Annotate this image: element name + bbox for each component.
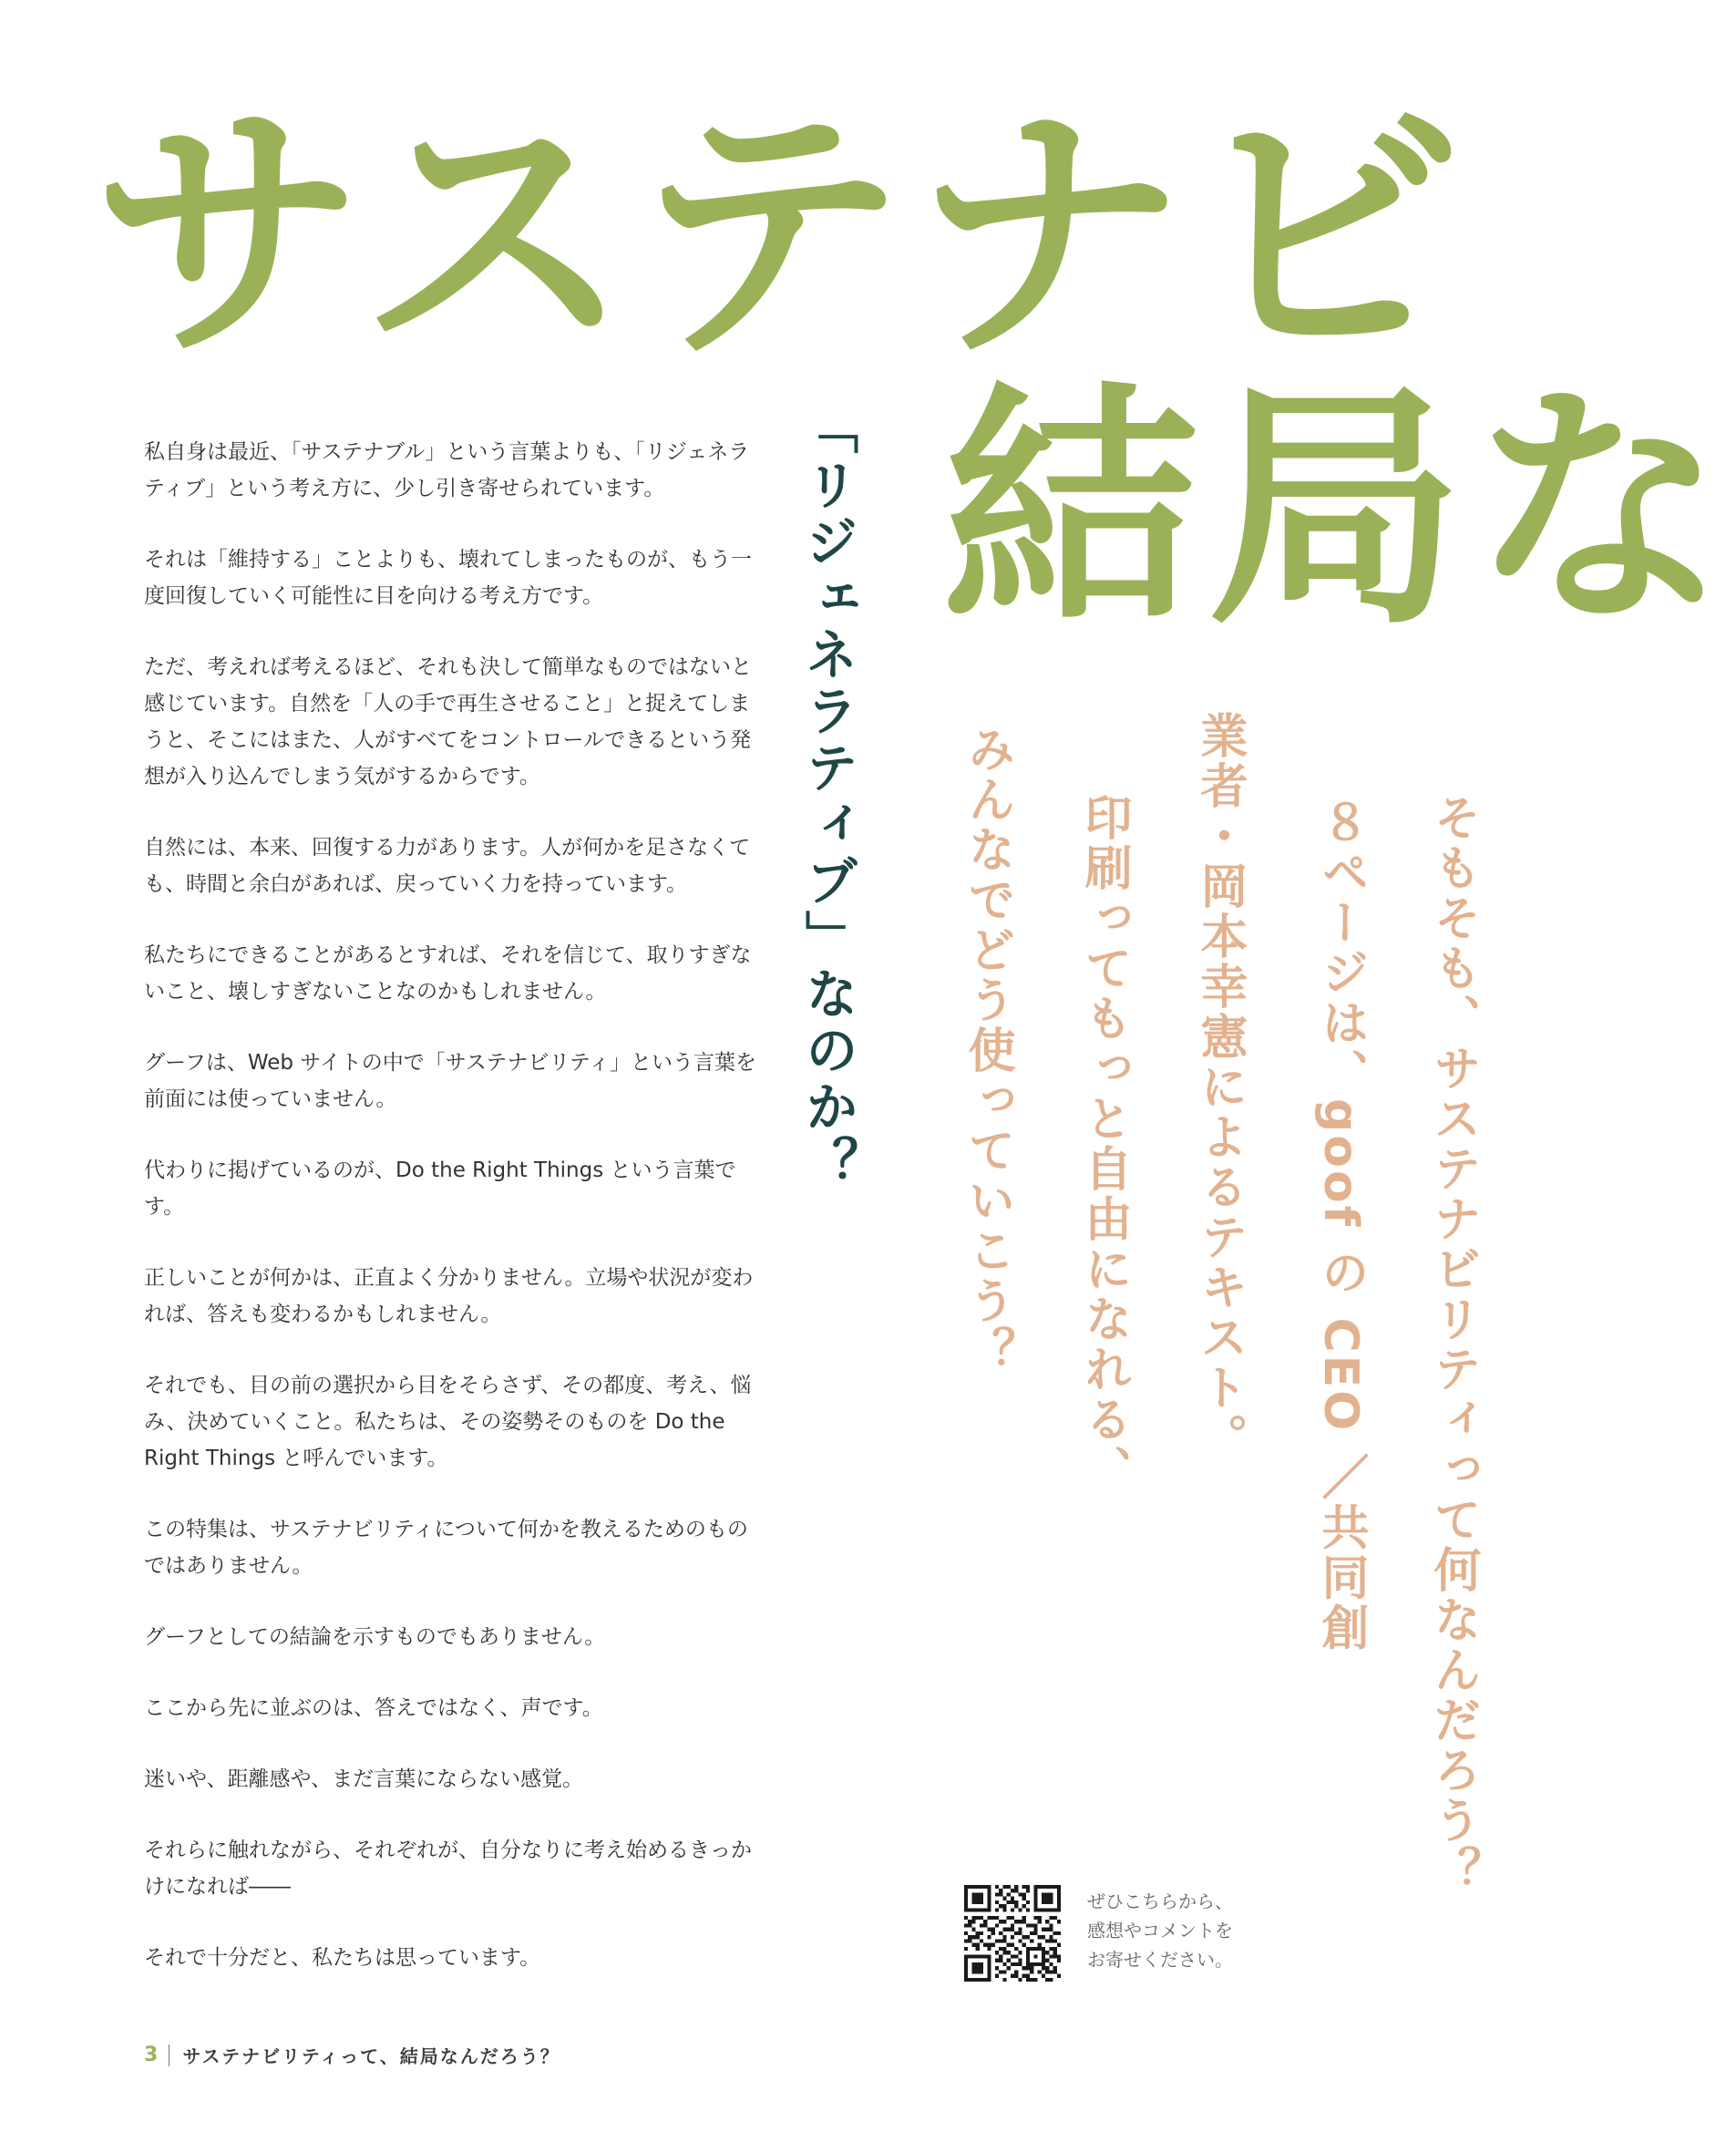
lead-line-2: ８ページは、goof の CEO ／共同創 [1313, 798, 1368, 1653]
paragraph: 私たちにできることがあるとすれば、それを信じて、取りすぎないこと、壊しすぎないことなのかもしれません。 [144, 943, 752, 1004]
paragraph: 自然には、本来、回復する力があります。人が何かを足さなくても、時間と余白があれば、戻っていく力を持っています。 [144, 836, 751, 896]
paragraph: 正しいことが何かは、正直よく分かりません。立場や状況が変われば、答えも変わるかもしれません。 [144, 1266, 754, 1326]
paragraph: この特集は、サステナビリティについて何かを教えるためのものではありません。 [144, 1518, 748, 1578]
paragraph: 迷いや、距離感や、まだ言葉にならない感覚。 [144, 1767, 584, 1791]
running-title: サステナビリティって、結局なんだろう？ [182, 2045, 560, 2067]
page-title-line-1: サステナビ [91, 77, 1469, 396]
lead-line-4: 印刷ってもっと自由になれる、 [1076, 793, 1131, 1495]
qr-code-icon[interactable] [964, 1885, 1061, 1982]
paragraph: グーフとしての結論を示すものでもありません。 [144, 1625, 606, 1649]
section-heading: 「リジェネラティブ」なのか？ [796, 401, 858, 1192]
page-number: 3 [144, 2044, 159, 2066]
paragraph: 代わりに掲げているのが、Do the Right Things という言葉です。 [144, 1159, 736, 1219]
paragraph: それは「維持する」ことよりも、壊れてしまったものが、もう一度回復していく可能性に目を向ける考え方です。 [144, 548, 752, 608]
paragraph: グーフは、Web サイトの中で「サステナビリティ」という言葉を前面には使っていません。 [144, 1051, 757, 1111]
lead-line-5: みんなでどう使っていこう？ [960, 725, 1014, 1376]
paragraph: それらに触れながら、それぞれが、自分なりに考え始めるきっかけになれば―― [144, 1838, 752, 1899]
page-footer [144, 2042, 560, 2068]
lead-line-1: そもそも、サステナビリティって何なんだろう？ [1425, 793, 1480, 1896]
page-title-line-2: 結局な [943, 362, 1736, 659]
paragraph: それで十分だと、私たちは思っています。 [144, 1946, 541, 1970]
paragraph: それでも、目の前の選択から目をそらさず、その都度、考え、悩み、決めていくこと。私たちは、その姿勢そのものを Do the Right Things と呼んでいます。 [144, 1374, 752, 1470]
paragraph: ここから先に並ぶのは、答えではなく、声です。 [144, 1696, 603, 1720]
qr-caption-line: 感想やコメントを [1087, 1920, 1233, 1941]
paragraph: ただ、考えれば考えるほど、それも決して簡単なものではないと感じています。自然を「人の手で再生させること」と捉えてしまうと、そこにはまた、人がすべてをコントロールできるという発想が入り込んでしまう気がするからです。 [144, 655, 752, 788]
body-text [144, 434, 764, 2011]
qr-caption [1087, 1887, 1233, 1974]
paragraph: 私自身は最近、「サステナブル」という言葉よりも、「リジェネラティブ」という考え方に、少し引き寄せられています。 [144, 440, 750, 500]
qr-caption-line: お寄せください。 [1087, 1949, 1233, 1971]
qr-caption-line: ぜひこちらから、 [1087, 1890, 1233, 1912]
lead-line-3: 業者・岡本幸憲によるテキスト。 [1192, 711, 1247, 1463]
